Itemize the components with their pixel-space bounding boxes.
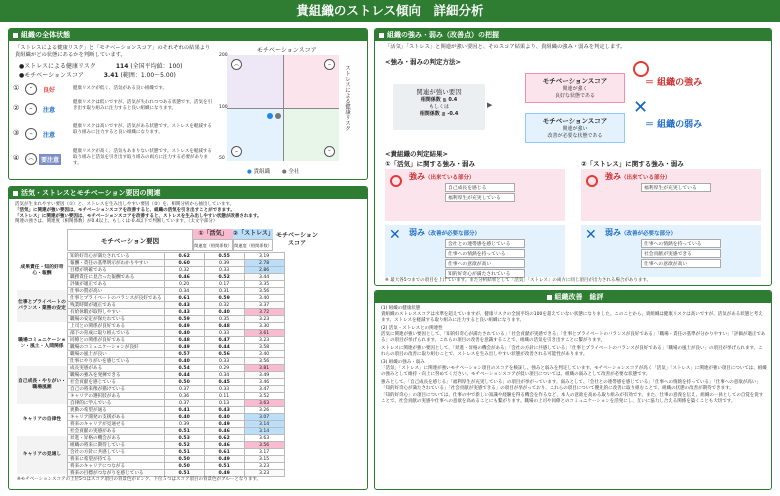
corr-cell: 0.48 — [164, 337, 204, 344]
rel-or: もしくは — [428, 104, 449, 110]
r2-weakness-item: 仕事への意欲が高い — [641, 259, 721, 268]
factor-label: 知的好奇心が満たされている — [68, 253, 165, 260]
good-box — [525, 73, 625, 103]
table-row — [68, 337, 285, 344]
strength-label: ＝ 組織の強み — [645, 78, 703, 88]
circle-icon — [390, 175, 402, 187]
category-2: 仕事とプライベートのバランス・業務の安定 — [17, 290, 67, 322]
score-cell: 3.63 — [244, 400, 284, 407]
corr-cell: 0.20 — [164, 281, 204, 288]
plot-ylabel: ストレスによる健康リスク — [344, 65, 350, 131]
rel-line-2: 相関係数 ≦ -0.4 — [419, 111, 459, 117]
col3-header: モチベーションスコア — [276, 232, 318, 247]
category-5: キャリアの自律性 — [17, 404, 67, 436]
corr-cell: 0.47 — [204, 337, 244, 344]
factor-title: 活気・ストレスとモチベーション要因の関連 — [21, 189, 161, 197]
sw-lead: 「活気」「ストレス」と関連が強い要因と、そのスコア結果より、貴組織の強み・弱みを判定します。 — [385, 44, 626, 50]
category-6: キャリアの見通し — [17, 436, 67, 474]
factor-label: 将来に希望が持てる — [68, 456, 165, 463]
rel-title: 関連が強い要因 — [416, 88, 462, 96]
neutral-face-icon: – — [324, 59, 335, 70]
score-cell: 3.72 — [244, 309, 284, 316]
summary-paragraph: 「活気」「ストレス」に関連が強いモチベーション項目のスコアを検証し、強みと弱みを判定しています。モチベーションスコアが高く「活気」「ストレス」に関連が強い項目については、組織の強みとして維持・向上に努めてください。モチベーションスコアが低い項目については、組織の弱みとして改善が必要な状態です。 — [381, 366, 767, 377]
factor-label: 職場のコミュニケーションが良好 — [68, 344, 165, 351]
summary-paragraph: 活気に関連が強い要因として、「知的好奇心が満たされている」「社会貢献が実感できる」「仕事とプライベートのバランスが良好である」「職場・責任の基準が分かりやすい」「評価が適正である」の項目が挙げられます。これらの項目の改善を意識することで、組織の活気を引き出すことに繋がります。 — [381, 332, 766, 343]
corr-cell: 0.49 — [164, 344, 204, 351]
strength-weakness-panel — [374, 28, 772, 286]
intro-line-2: 貴組織がどの状態にあるかを判断しています。 — [15, 52, 126, 58]
corr-cell: 0.32 — [164, 267, 204, 274]
corr-cell: 0.33 — [204, 330, 244, 337]
level-1-text: 健康リスクが低く、活気がある良い組織です。 — [73, 86, 167, 91]
corr-cell: 0.40 — [164, 330, 204, 337]
corr-cell: 0.43 — [164, 309, 204, 316]
sw-note: ※ 最大各5つまでの項目を上げています。また分析結果として「活気」「ストレス」の両方に同じ項目が出力される場合があります。 — [385, 278, 651, 283]
overall-status-title: 組織の全体状態 — [21, 31, 70, 39]
factor-label: 成長実感がある — [68, 365, 165, 372]
weakness-label: ＝ 組織の弱み — [645, 120, 703, 130]
factor-footnote: ※モチベーションスコアの上位5つはスコア項目の背景色がピンク、下位５つはスコア項目の背景色がブルーとなります。 — [17, 477, 262, 482]
score-cell: 3.52 — [244, 393, 284, 400]
sw-title: 組織の強み・弱み（改善点）の把握 — [387, 31, 499, 39]
corr-cell: 0.51 — [164, 428, 204, 435]
corr-cell: 0.59 — [204, 295, 244, 302]
r1-weakness-item: 知的好奇心が満たされている — [445, 269, 525, 278]
factor-header: モチベーション要因 — [67, 229, 193, 251]
desc-line: 「ストレス」に関連が強い要因は、モチベーションスコアを改善すると、ストレスを生み出しやすい状態が改善されます。 — [15, 213, 262, 219]
factor-label: 将来のキャリアが見通せる — [68, 421, 165, 428]
factor-label: 社会貢献の実感がある — [68, 428, 165, 435]
summary-paragraph: 貴組織のストレススコアは水準を超えていますが、健康リスクの全国平均の100を超えていない状態になりました。このことから、貴組織は健康リスクは高いですが、活気がある状態と考えます。ストレスを軽減する取り組みに注力すると良い組織になります。 — [381, 311, 763, 323]
arrow-icon: ▶ — [487, 101, 493, 109]
score-cell: 3.23 — [244, 316, 284, 323]
r1-strength-box — [385, 169, 565, 221]
desc-line: 関連の強さは、関連度（相関係数）が0.4以上、もしくは-0.4以下で判断しています。（太文字部分） — [15, 219, 218, 225]
summary-heading: (1) 組織の健康状態 — [381, 306, 421, 311]
smile-face-icon: ᵕ — [324, 146, 335, 157]
r1-weakness-item: 会社との連帯感を感じている — [445, 239, 525, 248]
factor-label: 目標が明確である — [68, 267, 165, 274]
table-row — [68, 351, 285, 358]
intro-line-1: 「ストレスによる健康リスク」と「モチベーションスコア」のそれぞれの結果より — [15, 45, 211, 51]
table-row — [68, 449, 285, 456]
company-point — [275, 113, 281, 119]
col2-sub: 関連度（相関係数） — [233, 239, 273, 251]
r1-weakness-item: 仕事への意欲が高い — [445, 259, 525, 268]
score-cell: 2.86 — [244, 267, 284, 274]
category-3: 職場コミュニケーション・風土・人間関係 — [17, 322, 67, 366]
legend-company: 全社 — [288, 169, 300, 175]
org-point — [267, 113, 273, 119]
corr-cell: 0.39 — [164, 421, 204, 428]
corr-cell: 0.46 — [204, 442, 244, 449]
corr-cell: 0.62 — [164, 253, 204, 260]
r2-weakness-box — [581, 225, 761, 277]
rel-box — [393, 84, 485, 130]
r2-strength-box — [581, 169, 761, 221]
corr-cell: 0.57 — [164, 351, 204, 358]
table-row — [68, 253, 285, 260]
corr-cell: 0.51 — [204, 463, 244, 470]
result-1-title: ①「活気」に関する強み・弱み — [385, 160, 476, 168]
table-row — [68, 309, 285, 316]
r2-strength-item: 福利厚生が充実している — [641, 183, 711, 192]
factor-label: 将来の目標がつながりを感じている — [68, 470, 165, 477]
corr-cell: 0.46 — [164, 274, 204, 281]
corr-cell: 0.44 — [204, 344, 244, 351]
category-4: 自己成長・やりがい・職場風潮 — [17, 366, 67, 404]
factor-label: 職務責任に見合った報酬である — [68, 274, 165, 281]
corr-cell: 0.40 — [204, 414, 244, 421]
factor-label: 職場の強みを発揮できる — [68, 372, 165, 379]
factor-correlation-panel — [8, 186, 368, 490]
summary-paragraph: ストレスに関連が強い要因として、「昇進・昇格の機会がある」「会社の方針に共感している」「仕事とプライベートのバランスが良好である」「職場の風土が良い」の項目が挙げられます。これらの項目の改善に取り組むことで、ストレスを生み出しやすい状態が改善される可能性があります。 — [381, 345, 763, 357]
corr-cell: 0.49 — [204, 421, 244, 428]
r1-strength-item: 福利厚生が充実している — [445, 193, 515, 202]
table-row — [68, 421, 285, 428]
quadrant-plot — [219, 53, 339, 161]
corr-cell: 0.31 — [204, 288, 244, 295]
corr-cell: 0.61 — [164, 295, 204, 302]
corr-cell: 0.55 — [204, 253, 244, 260]
result-2-title: ②「ストレス」に関する強み・弱み — [581, 160, 684, 168]
page-title: 貴組織のストレス傾向 詳細分析 — [0, 0, 780, 22]
risk-label: ●ストレスによる健康リスク — [19, 63, 96, 70]
table-row — [68, 330, 285, 337]
score-cell: 3.30 — [244, 323, 284, 330]
method-title: <強み・弱みの判定方法> — [385, 58, 461, 66]
summary-paragraph: 「知的好奇心」の項目については、仕事の中で新しい知識や経験を得る機会を作るなど、本人の意欲を高める取り組みが有効です。また、仕事の意義を伝え、組織の一員としての自覚を促すことで、社会貢献の実感や仕事への意欲を高めることにも繋がります。職場の上司や同僚とのコミュニケーションを活発にし、互いに協力し合える関係を築くことも大切です。 — [381, 393, 764, 405]
corr-cell: 0.52 — [164, 442, 204, 449]
corr-cell: 0.40 — [164, 358, 204, 365]
r1-strength-sub: （出来ている部分） — [425, 175, 475, 181]
score-cell: 3.56 — [244, 358, 284, 365]
cross-icon: ✕ — [389, 227, 401, 243]
corr-cell: 0.56 — [204, 351, 244, 358]
factor-label: 将来のキャリアにつながる — [68, 463, 165, 470]
corr-cell: 0.50 — [164, 379, 204, 386]
corr-cell: 0.49 — [204, 456, 244, 463]
score-cell: 3.81 — [244, 365, 284, 372]
r2-weakness-head: 弱み — [605, 228, 621, 237]
factor-label: キャリア開発の支援がある — [68, 414, 165, 421]
r1-weakness-box — [385, 225, 565, 277]
desc-line: 「活気」に関連が強い要因は、モチベーションスコアを改善すると、組織の活気を引き出すことができます。 — [15, 207, 235, 213]
table-row — [68, 470, 285, 477]
factor-label: 仕事の質が高い — [68, 288, 165, 295]
factor-label: 自己の将来像が描けている — [68, 386, 165, 393]
factor-label: 社会貢献を感じている — [68, 379, 165, 386]
factor-label: 職場の風土が良い — [68, 351, 165, 358]
r1-strength-item: 自己成長を感じる — [445, 183, 515, 192]
table-row — [68, 379, 285, 386]
score-cell: 3.14 — [244, 421, 284, 428]
r1-weakness-item: 仕事への情熱を持っている — [445, 249, 525, 258]
r1-weakness-sub: （改善が必要な部分） — [425, 231, 481, 237]
good-box-title: モチベーションスコア — [542, 77, 608, 85]
col2-header: ②「ストレス」 — [233, 230, 274, 237]
table-row — [68, 442, 285, 449]
r2-strength-sub: （出来ている部分） — [621, 175, 671, 181]
factor-label: 有給休暇が取得しやすい — [68, 309, 165, 316]
corr-cell: 0.43 — [164, 302, 204, 309]
sad-face-icon: ︵ — [25, 153, 37, 165]
cross-icon: ✕ — [633, 97, 649, 118]
category-1: 成果責任・知的好奇心・報酬 — [17, 252, 67, 290]
bad-box — [525, 113, 625, 143]
table-row — [68, 428, 285, 435]
score-cell: 3.26 — [244, 407, 284, 414]
corr-cell: 0.49 — [204, 470, 244, 477]
corr-cell: 0.45 — [204, 379, 244, 386]
table-row — [68, 386, 285, 393]
score-cell: 3.40 — [244, 295, 284, 302]
summary-heading: (2) 活気・ストレスとの関連性 — [381, 326, 443, 332]
corr-cell: 0.59 — [164, 316, 204, 323]
factor-label: 部下の育成に取り組んでいる — [68, 330, 165, 337]
score-cell: 3.56 — [244, 288, 284, 295]
score-cell: 3.47 — [244, 386, 284, 393]
corr-cell: 0.50 — [164, 463, 204, 470]
corr-cell: 0.37 — [164, 400, 204, 407]
score-cell: 3.19 — [244, 253, 284, 260]
overall-status-panel: 組織の全体状態 「ストレスによる健康リスク」と「モチベーションスコア」のそれぞれの結果より 貴組織がどの状態にあるかを判断しています。 ●ストレスによる健康リスク 114 (全国平均値：100) ●モチベーションスコア 3.41 (範囲：1.00～5.00) ① ᵕ 良好 健康リスクが低く、活気がある良い組織です。 ② – 注意 健康リスクは低いですが、活気が失われつつある状態です。活気を引き出す取り組みに注力すると良い組織になります。 ③ – 注意 健康リスクは高いですが、活気がある状態です。ストレスを軽減する取り組みに注力すると良い組織になります。 ④ ︵ 要注意 健康リスクが高く、活気もあまりない状態です。ストレスを軽減する取り組みと活気を引き出す取り組みの両方に注力する必要があります。 モチベーションスコア ︵ – – ᵕ 200 100 50 ストレスによる健康リスク ● 貴組織 ● 全社 — [8, 28, 368, 180]
summary-heading: (3) 組織の強み・弱み — [381, 360, 425, 366]
corr-cell: 0.50 — [164, 456, 204, 463]
corr-cell: 0.36 — [164, 393, 204, 400]
score-cell: 3.35 — [244, 281, 284, 288]
smile-face-icon: ᵕ — [25, 83, 37, 95]
table-row — [68, 358, 285, 365]
table-row — [68, 316, 285, 323]
corr-cell: 0.60 — [164, 260, 204, 267]
corr-cell: 0.41 — [164, 407, 204, 414]
factor-table — [67, 252, 285, 477]
factor-label: 仕事とプライベートのバランスが良好である — [68, 295, 165, 302]
corr-cell: 0.39 — [204, 260, 244, 267]
score-cell: 3.15 — [244, 456, 284, 463]
score-cell: 3.14 — [244, 428, 284, 435]
score-cell: 3.58 — [244, 344, 284, 351]
table-row — [68, 463, 285, 470]
table-row — [68, 344, 285, 351]
corr-cell: 0.34 — [164, 288, 204, 295]
corr-cell: 0.51 — [164, 470, 204, 477]
score-cell: 3.17 — [244, 449, 284, 456]
level-4-tag: 要注意 — [39, 154, 61, 165]
corr-cell: 0.40 — [164, 414, 204, 421]
level-1-num: ① — [13, 84, 20, 92]
corr-cell: 0.32 — [204, 302, 244, 309]
score-cell: 3.23 — [244, 337, 284, 344]
table-row — [68, 295, 285, 302]
bad-box-title: モチベーションスコア — [542, 117, 608, 125]
corr-cell: 0.17 — [204, 281, 244, 288]
table-row — [68, 302, 285, 309]
plot-title: モチベーションスコア — [257, 47, 317, 54]
corr-cell: 0.34 — [204, 372, 244, 379]
corr-cell: 0.11 — [204, 393, 244, 400]
y-tick-mid: 100 — [219, 105, 228, 110]
table-row — [68, 323, 285, 330]
factor-label: 異動の希望が通る — [68, 407, 165, 414]
summary-title: 組織改善 総評 — [554, 293, 604, 301]
corr-cell: 0.29 — [204, 365, 244, 372]
corr-cell: 0.46 — [204, 428, 244, 435]
factor-label: 会社の方針に共感している — [68, 449, 165, 456]
y-tick-top: 200 — [219, 53, 228, 58]
score-cell: 3.40 — [244, 351, 284, 358]
corr-cell: 0.13 — [204, 400, 244, 407]
factor-label: 仕事にやりがいを感じている — [68, 358, 165, 365]
bad-box-sub1: 関連が強い — [562, 126, 588, 132]
factor-label: キャリアの選択肢がある — [68, 393, 165, 400]
corr-cell: 0.53 — [164, 435, 204, 442]
corr-cell: 0.37 — [164, 386, 204, 393]
y-tick-bot: 50 — [219, 156, 225, 161]
score-cell: 3.56 — [244, 442, 284, 449]
level-2-tag: 注意 — [43, 107, 56, 114]
corr-cell: 0.61 — [204, 449, 244, 456]
factor-label: 昇進・昇格の機会がある — [68, 435, 165, 442]
col1-sub: 関連度（相関係数） — [193, 239, 233, 251]
mot-label: ●モチベーションスコア — [19, 72, 84, 79]
corr-cell: 0.33 — [204, 386, 244, 393]
factor-label: 残業時間が適正である — [68, 302, 165, 309]
score-cell: 3.07 — [244, 414, 284, 421]
factor-label: 職場の安定が保たれている — [68, 316, 165, 323]
legend-org: 貴組織 — [253, 169, 271, 175]
table-row — [68, 372, 285, 379]
col1-header: ①「活気」 — [193, 229, 233, 239]
mot-value: 3.41 — [103, 72, 119, 79]
desc-line: 活気が生まれやすい要因（①）と、ストレスを生み出しやすい要因（②）を、相関分析から抽出しています。 — [15, 202, 235, 207]
factor-label: 評価が適正である — [68, 281, 165, 288]
table-row — [68, 435, 285, 442]
level-4-text: 健康リスクが高く、活気もあまりない状態です。ストレスを軽減する取り組みと活気を引き出す取り組みの両方に注力する必要があります。 — [73, 149, 212, 166]
table-row — [68, 288, 285, 295]
corr-cell: 0.54 — [164, 365, 204, 372]
score-cell: 3.63 — [244, 435, 284, 442]
risk-value: 114 — [115, 63, 129, 70]
good-box-sub1: 関連が強く — [562, 86, 588, 92]
score-cell: 3.23 — [244, 463, 284, 470]
table-row — [68, 274, 285, 281]
factor-label: 同僚との関係が良好である — [68, 337, 165, 344]
corr-cell: 0.40 — [204, 309, 244, 316]
level-3-text: 健康リスクは高いですが、活気がある状態です。ストレスを軽減する取り組みに注力すると良い組織になります。 — [73, 124, 212, 135]
factor-label: 上司との関係が良好である — [68, 323, 165, 330]
score-cell: 3.44 — [244, 274, 284, 281]
table-row — [68, 407, 285, 414]
factor-label: 自律的に学んでいる — [68, 400, 165, 407]
corr-cell: 0.62 — [204, 435, 244, 442]
table-row — [68, 267, 285, 274]
table-row — [68, 414, 285, 421]
cross-icon: ✕ — [585, 227, 597, 243]
corr-cell: 0.33 — [204, 358, 244, 365]
corr-cell: 0.51 — [164, 449, 204, 456]
table-row — [68, 260, 285, 267]
summary-panel — [374, 290, 772, 490]
summary-paragraph: 強みとして、「自己成長を感じる」「福利厚生が充実している」の項目が挙がっています。弱みとして、「会社との連帯感を感じている」「仕事への情熱を持っている」「仕事への意欲が高い」「知的好奇心が満たされている」「社会貢献が実感できる」の項目が挙がっており、これらの項目について優先的に改善に取り組むことで、組織の状態の改善が期待できます。 — [381, 379, 761, 391]
corr-cell: 0.43 — [204, 407, 244, 414]
mot-note: (範囲：1.00～5.00) — [120, 72, 176, 79]
score-cell: 3.23 — [244, 470, 284, 477]
score-cell: 2.78 — [244, 260, 284, 267]
table-row — [68, 393, 285, 400]
table-row — [68, 456, 285, 463]
neutral-face-icon: – — [231, 146, 242, 157]
circle-icon — [586, 175, 598, 187]
bad-box-sub2: 改善が必要な状態である — [547, 133, 603, 139]
score-cell: 3.37 — [244, 302, 284, 309]
corr-cell: 0.35 — [204, 316, 244, 323]
r2-weakness-item: 仕事への情熱を持っている — [641, 239, 721, 248]
level-2-text: 健康リスクは低いですが、活気が失われつつある状態です。活気を引き出す取り組みに注力すると良い組織になります。 — [73, 100, 212, 111]
neutral-face-icon: – — [25, 128, 37, 140]
corr-cell: 0.44 — [164, 372, 204, 379]
score-cell: 3.46 — [244, 379, 284, 386]
r2-strength-head: 強み — [605, 172, 621, 181]
corr-cell: 0.52 — [204, 274, 244, 281]
level-3-tag: 注意 — [43, 132, 56, 139]
corr-cell: 0.48 — [204, 323, 244, 330]
score-cell: 3.49 — [244, 372, 284, 379]
risk-note: (全国平均値：100) — [130, 63, 183, 70]
good-box-sub2: 良好な状態である — [554, 93, 595, 99]
r1-strength-head: 強み — [409, 172, 425, 181]
factor-label: 組織の将来に期待している — [68, 442, 165, 449]
level-4-num: ④ — [13, 154, 20, 162]
score-cell: 3.61 — [244, 330, 284, 337]
r2-weakness-item: 社会貢献が実感できる — [641, 249, 721, 258]
sad-face-icon: ︵ — [231, 59, 242, 70]
result-title: <貴組織の判定結果> — [385, 150, 448, 158]
table-row — [68, 400, 285, 407]
level-3-num: ③ — [13, 129, 20, 137]
rel-line-1: 相関係数 ≧ 0.4 — [420, 97, 458, 103]
corr-cell: 0.49 — [164, 323, 204, 330]
table-row — [68, 365, 285, 372]
level-2-num: ② — [13, 104, 20, 112]
level-1-tag: 良好 — [43, 87, 56, 94]
neutral-face-icon: – — [25, 103, 37, 115]
table-row — [68, 281, 285, 288]
r1-weakness-head: 弱み — [409, 228, 425, 237]
corr-cell: 0.33 — [204, 267, 244, 274]
factor-label: 報酬・責任の基準明示がわかりやすい — [68, 260, 165, 267]
r2-weakness-sub: （改善が必要な部分） — [621, 231, 677, 237]
